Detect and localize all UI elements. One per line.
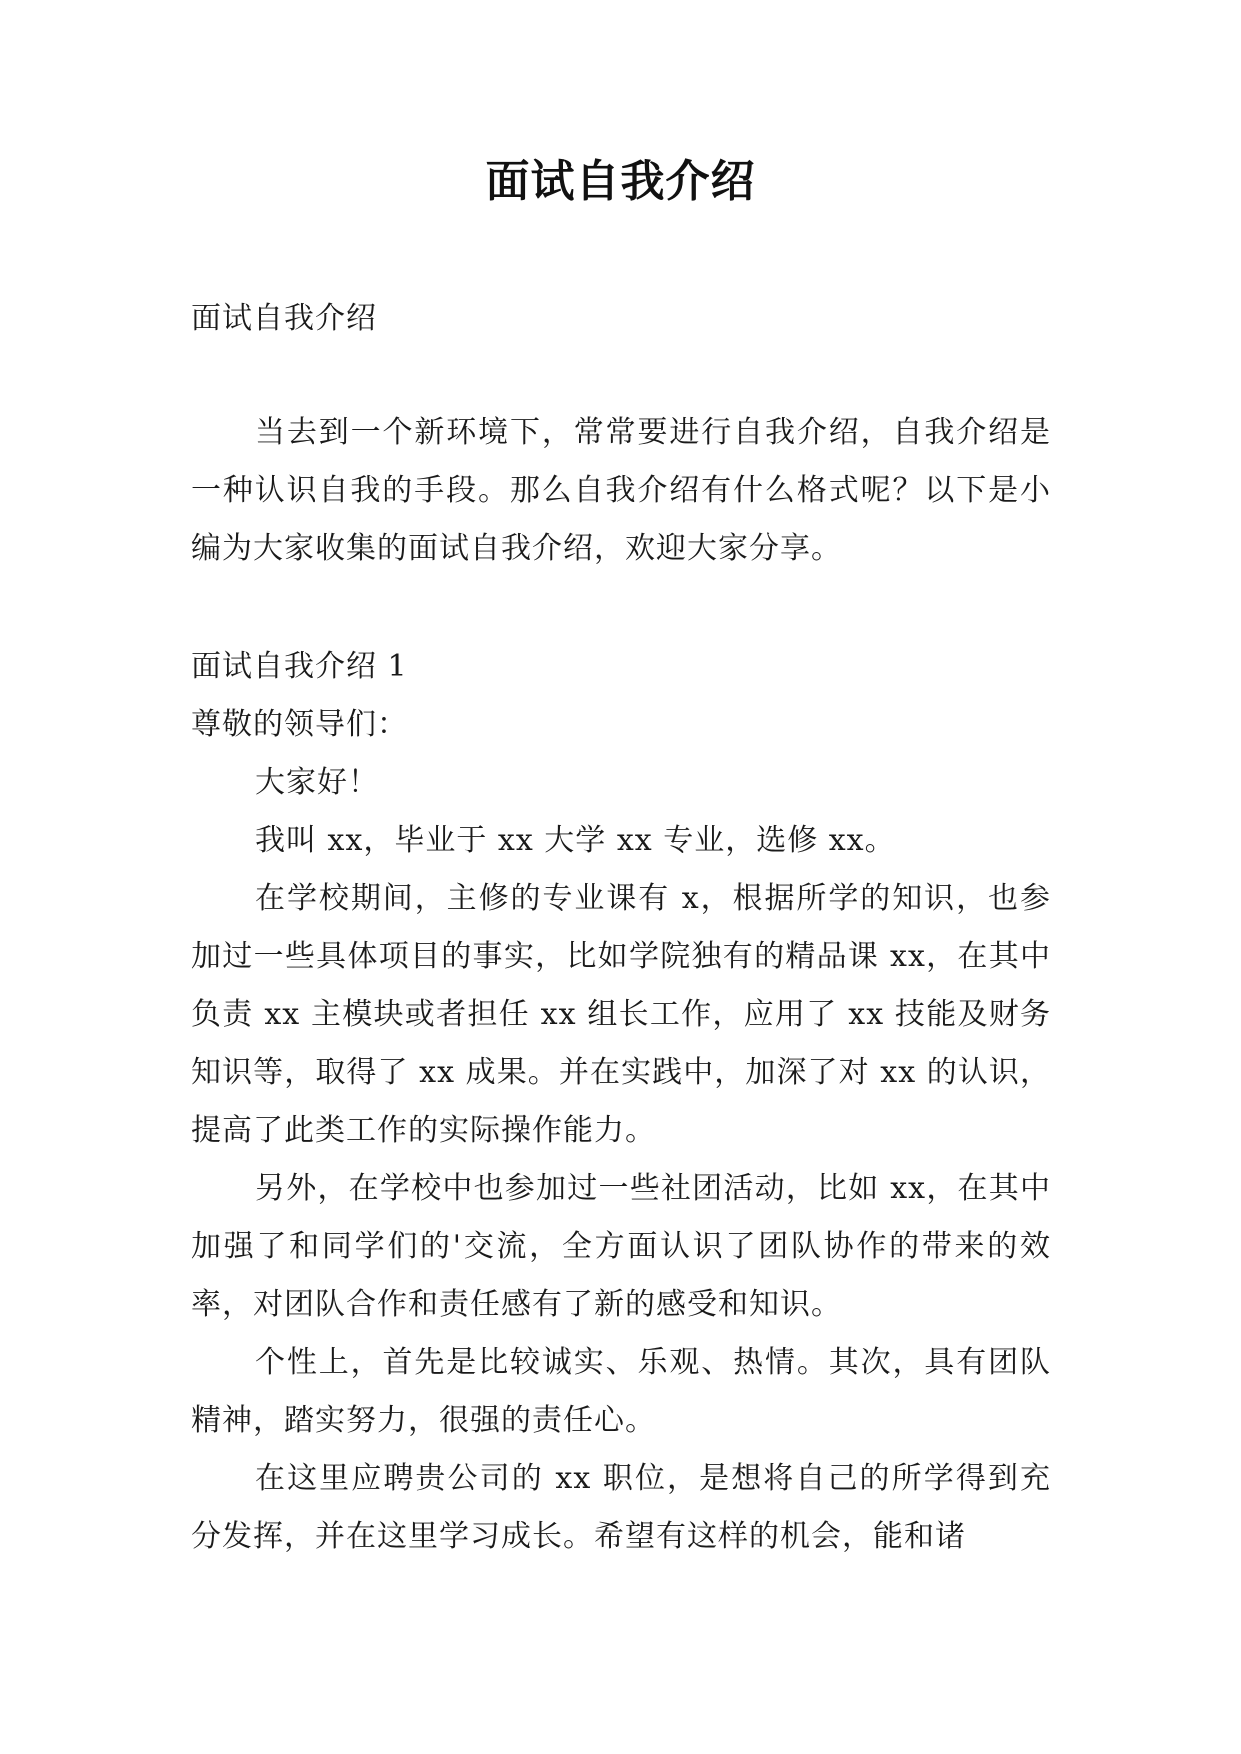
personality-paragraph: 个性上，首先是比较诚实、乐观、热情。其次，具有团队精神，踏实努力，很强的责任心。 <box>191 1345 1051 1438</box>
study-paragraph: 在学校期间，主修的专业课有 x，根据所学的知识，也参加过一些具体项目的事实，比如学院独有的精品课 xx，在其中负责 xx 主模块或者担任 xx 组长工作，应用了 xx 技能及财务知识等，取得了 xx 成果。并在实践中，加深了对 xx 的认识，提高了此类工作的实际操作能力。 <box>191 881 1051 1148</box>
section-heading: 面试自我介绍 1 <box>191 649 408 684</box>
document-body <box>191 290 1051 1566</box>
greeting-paragraph: 大家好！ <box>255 765 379 800</box>
document-subtitle: 面试自我介绍 <box>191 301 377 336</box>
document-title: 面试自我介绍 <box>485 156 756 207</box>
salutation: 尊敬的领导们： <box>191 707 408 742</box>
application-paragraph: 在这里应聘贵公司的 xx 职位，是想将自己的所学得到充分发挥，并在这里学习成长。希望有这样的机会，能和诸 <box>191 1461 1051 1554</box>
name-paragraph: 我叫 xx，毕业于 xx 大学 xx 专业，选修 xx。 <box>255 823 896 858</box>
activities-paragraph: 另外，在学校中也参加过一些社团活动，比如 xx，在其中加强了和同学们的'交流，全方面认识了团队协作的带来的效率，对团队合作和责任感有了新的感受和知识。 <box>191 1171 1051 1322</box>
intro-paragraph: 当去到一个新环境下，常常要进行自我介绍，自我介绍是一种认识自我的手段。那么自我介绍有什么格式呢？以下是小编为大家收集的面试自我介绍，欢迎大家分享。 <box>191 415 1051 566</box>
